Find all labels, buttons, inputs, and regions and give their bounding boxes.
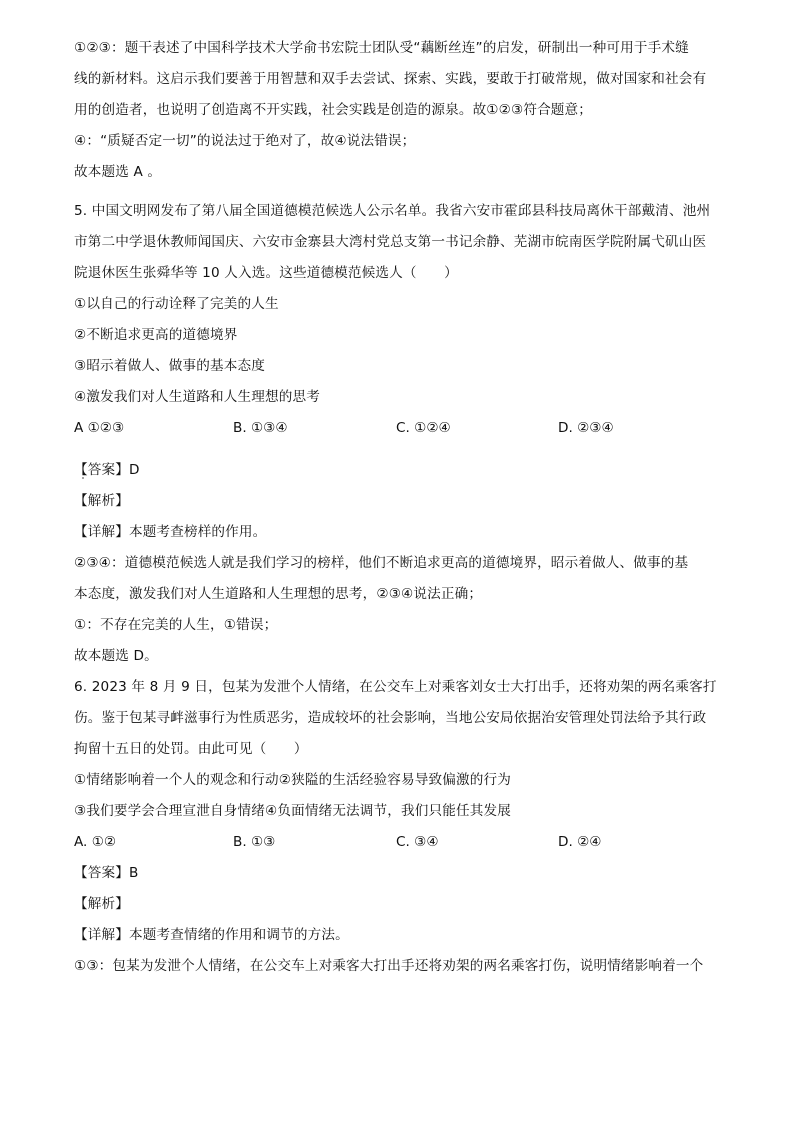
q4-conclusion: 故本题选 A 。 (74, 164, 162, 180)
q5-option-a: A ①②③ (74, 420, 125, 436)
q6-stem-line-3: 拘留十五日的处罚。由此可见（ ） (74, 741, 308, 757)
q6-option-b: B. ①③ (233, 834, 276, 850)
q6-option-d: D. ②④ (558, 834, 602, 850)
q6-option-c: C. ③④ (396, 834, 439, 850)
q6-explanation-line-1: ①③：包某为发泄个人情绪，在公交车上对乘客大打出手还将劝架的两名乘客打伤，说明情绪影响着一个 (74, 958, 704, 974)
q4-explanation-line-4: ④：“质疑否定一切”的说法过于绝对了，故④说法错误； (74, 133, 416, 149)
q6-statements-1-2: ①情绪影响着一个人的观念和行动②狭隘的生活经验容易导致偏激的行为 (74, 772, 511, 788)
q6-detail-label: 【详解】本题考查情绪的作用和调节的方法。 (74, 927, 349, 943)
q5-explanation-line-2: 本态度，激发我们对人生道路和人生理想的思考，②③④说法正确； (74, 586, 483, 602)
q5-stem-line-2: 市第二中学退休教师闻国庆、六安市金寨县大湾村党总支第一书记余静、芜湖市皖南医学院附属弋矶山医 (74, 234, 707, 250)
q5-statement-1: ①以自己的行动诠释了完美的人生 (74, 296, 279, 312)
q6-stem-line-1: 6. 2023 年 8 月 9 日，包某为发泄个人情绪，在公交车上对乘客刘女士大打出手，还将劝架的两名乘客打 (74, 679, 717, 695)
q6-stem-line-2: 伤。鉴于包某寻衅滋事行为性质恶劣，造成较坏的社会影响，当地公安局依据治安管理处罚法给予其行政 (74, 710, 707, 726)
q5-detail-label: 【详解】本题考查榜样的作用。 (74, 524, 267, 540)
q5-stem-line-1: 5. 中国文明网发布了第八届全国道德模范候选人公示名单。我省六安市霍邱县科技局离休干部戴清、池州 (74, 203, 711, 219)
q5-option-d: D. ②③④ (558, 420, 614, 436)
q6-option-a: A. ①② (74, 834, 117, 850)
q5-answer: 【答案】D (74, 462, 140, 478)
q6-analysis-label: 【解析】 (74, 896, 129, 912)
q5-conclusion: 故本题选 D。 (74, 648, 158, 664)
q5-option-b: B. ①③④ (233, 420, 288, 436)
q5-statement-2: ②不断追求更高的道德境界 (74, 327, 238, 343)
q5-analysis-label: 【解析】 (74, 493, 129, 509)
q5-option-c: C. ①②④ (396, 420, 451, 436)
q4-explanation-line-1: ①②③：题干表述了中国科学技术大学俞书宏院士团队受“藕断丝连”的启发，研制出一种可用于手术缝 (74, 40, 689, 56)
q5-statement-4: ④激发我们对人生道路和人生理想的思考 (74, 389, 320, 405)
q5-explanation-line-1: ②③④：道德模范候选人就是我们学习的榜样，他们不断追求更高的道德境界，昭示着做人、做事的基 (74, 555, 689, 571)
q4-explanation-line-3: 用的创造者，也说明了创造离不开实践，社会实践是创造的源泉。故①②③符合题意； (74, 102, 593, 118)
q6-answer: 【答案】B (74, 865, 139, 881)
q5-stem-line-3: 院退休医生张舜华等 10 人入选。这些道德模范候选人（ ） (74, 265, 458, 281)
q6-statements-3-4: ③我们要学会合理宣泄自身情绪④负面情绪无法调节，我们只能任其发展 (74, 803, 511, 819)
q5-explanation-line-3: ①：不存在完美的人生，①错误； (74, 617, 278, 633)
q4-explanation-line-2: 线的新材料。这启示我们要善于用智慧和双手去尝试、探索、实践，要敢于打破常规，做对国家和社会有 (74, 71, 707, 87)
q5-statement-3: ③昭示着做人、做事的基本态度 (74, 358, 266, 374)
